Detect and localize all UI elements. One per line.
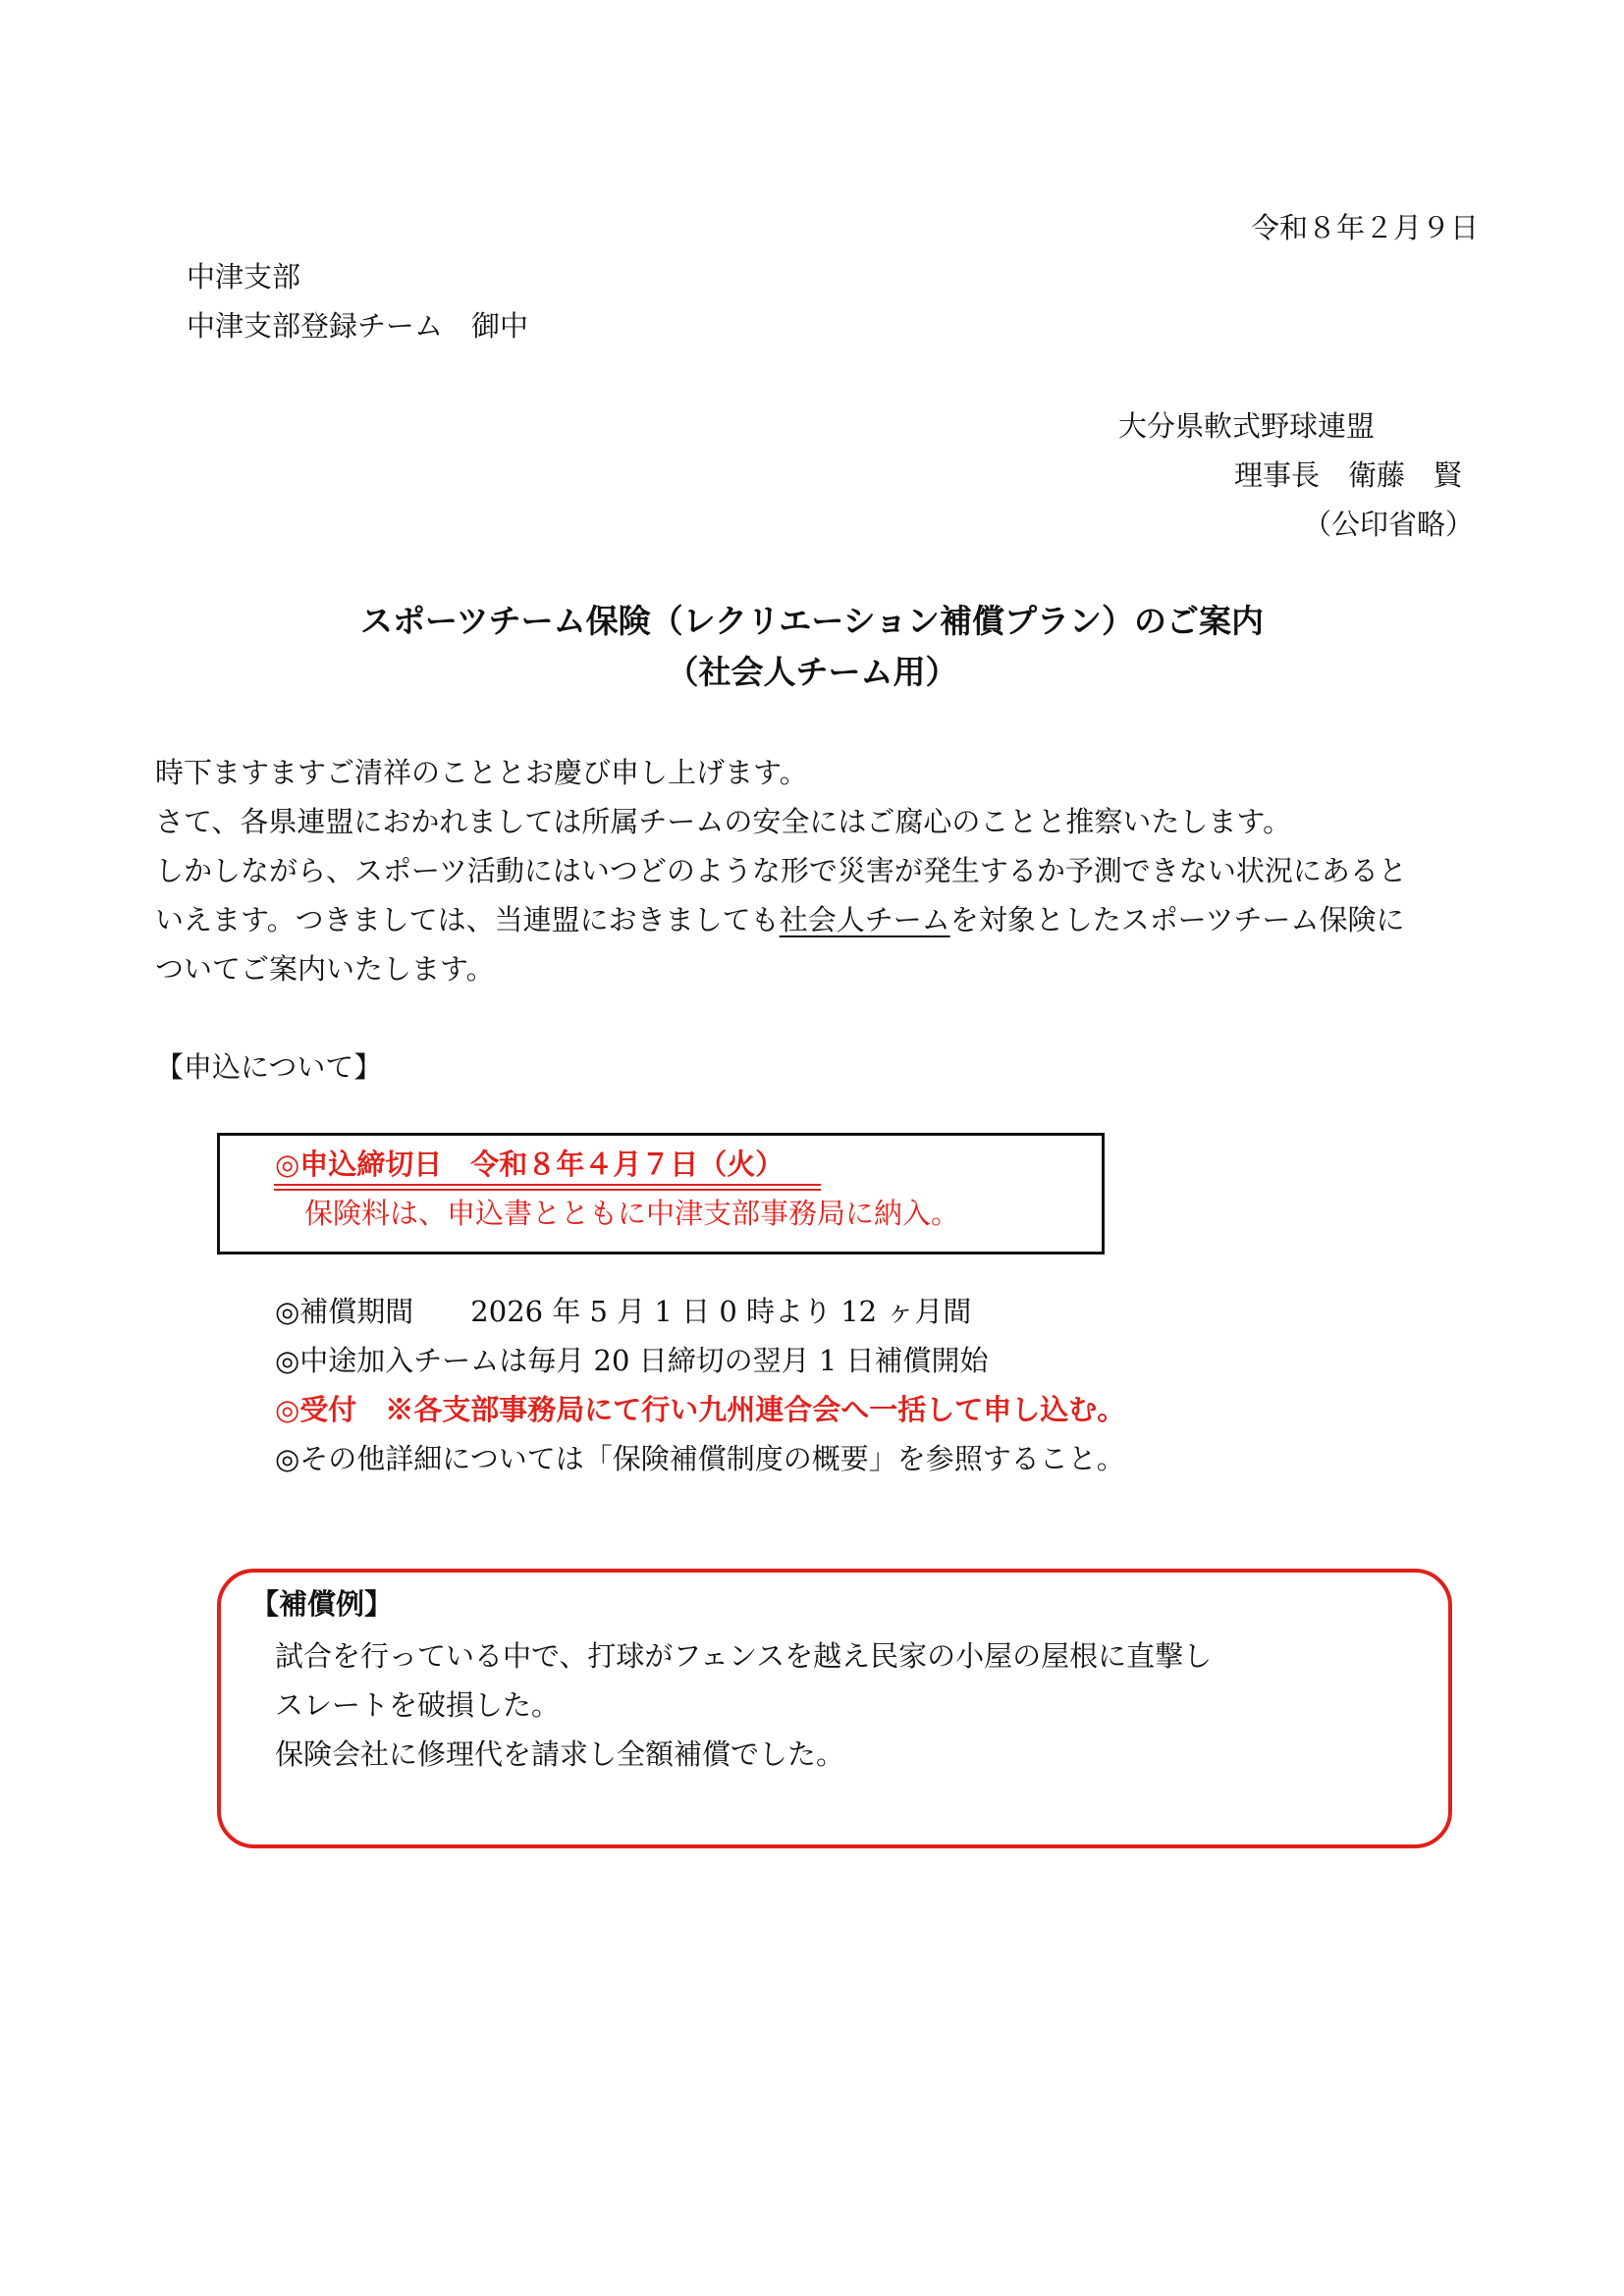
compensation-example-line-1: 試合を行っている中で、打球がフェンスを越え民家の小屋の屋根に直撃し	[275, 1639, 1213, 1673]
body-paragraph-4-end: を対象としたスポーツチーム保険に	[949, 903, 1405, 936]
recipient-branch: 中津支部	[187, 260, 301, 294]
body-paragraph-5: ついてご案内いたします。	[155, 952, 495, 986]
coverage-period: ◎補償期間 2026 年 5 月 1 日 0 時より 12 ヶ月間	[275, 1295, 972, 1328]
deadline-line: ◎申込締切日 令和８年４月７日（火）	[275, 1148, 785, 1181]
mid-season-join: ◎中途加入チームは毎月 20 日締切の翌月 1 日補償開始	[275, 1344, 989, 1377]
compensation-example-line-2: スレートを破損した。	[275, 1688, 561, 1722]
document-title: スポーツチーム保険（レクリエーション補償プラン）のご案内	[359, 602, 1265, 640]
document-subtitle: （社会人チーム用）	[666, 653, 958, 691]
sender-organization: 大分県軟式野球連盟	[1118, 409, 1376, 443]
body-paragraph-1: 時下ますますご清祥のこととお慶び申し上げます。	[155, 756, 808, 789]
body-paragraph-3: しかしながら、スポーツ活動にはいつどのような形で災害が発生するか予測できない状況にあると	[155, 854, 1407, 887]
reception-note: ◎受付 ※各支部事務局にて行い九州連合会へ一括して申し込む。	[275, 1393, 1126, 1426]
other-details: ◎その他詳細については「保険補償制度の概要」を参照すること。	[275, 1442, 1125, 1475]
body-paragraph-4	[155, 903, 1405, 936]
body-paragraph-2: さて、各県連盟におかれましては所属チームの安全にはご腐心のことと推察いたします。	[155, 805, 1292, 838]
underlined-target-teams: 社会人チーム	[779, 903, 950, 936]
sender-chairman: 理事長 衛藤 賢	[1234, 458, 1463, 492]
compensation-example-line-3: 保険会社に修理代を請求し全額補償でした。	[275, 1737, 845, 1771]
compensation-example-heading: 【補償例】	[250, 1587, 394, 1621]
document-date: 令和８年２月９日	[1250, 211, 1479, 244]
body-paragraph-4-start: いえます。つきましては、当連盟におきましても	[155, 903, 780, 936]
payment-instruction: 保険料は、申込書とともに中津支部事務局に納入。	[304, 1197, 960, 1230]
application-heading: 【申込について】	[155, 1050, 383, 1084]
recipient-teams: 中津支部登録チーム 御中	[187, 309, 529, 343]
deadline-double-underline	[274, 1184, 821, 1191]
seal-omitted-note: （公印省略）	[1303, 507, 1475, 541]
